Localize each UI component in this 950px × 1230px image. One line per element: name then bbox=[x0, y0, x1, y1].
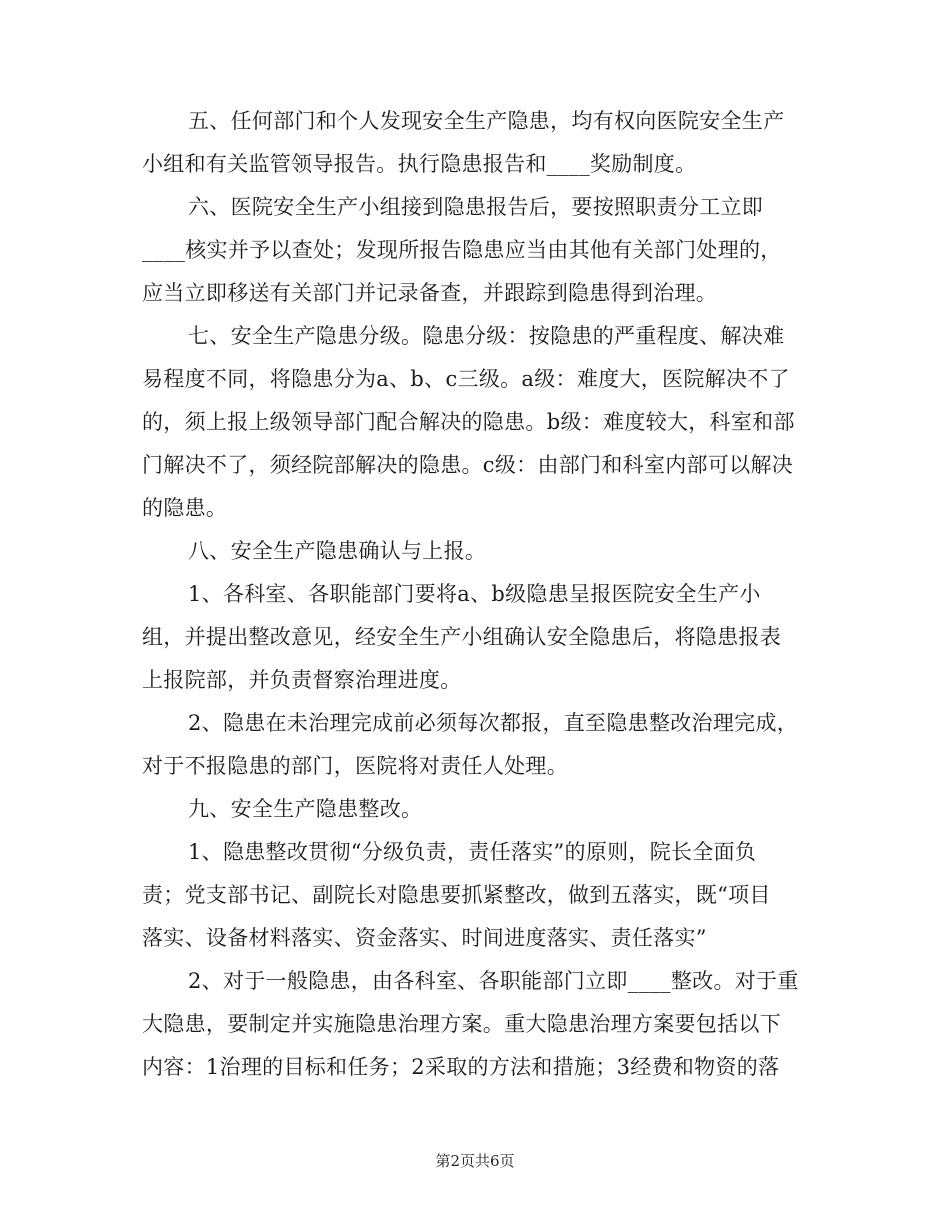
text-line: 责；党支部书记、副院长对隐患要抓紧整改，做到五落实，既“项目 bbox=[142, 883, 771, 907]
text-line: 1、隐患整改贯彻“分级负责，责任落实”的原则，院长全面负 bbox=[188, 840, 757, 864]
text-line: 的隐患。 bbox=[142, 496, 228, 520]
text-line: 五、任何部门和个人发现安全生产隐患，均有权向医院安全生产 bbox=[188, 109, 785, 133]
text-line: 易程度不同，将隐患分为a、b、c三级。a级：难度大，医院解决不了 bbox=[142, 367, 790, 391]
text-line: 2、隐患在未治理完成前必须每次都报，直至隐患整改治理完成， bbox=[188, 711, 799, 735]
text-line: 小组和有关监管领导报告。执行隐患报告和____奖励制度。 bbox=[142, 152, 697, 176]
text-line: 2、对于一般隐患，由各科室、各职能部门立即____整改。对于重 bbox=[188, 969, 799, 993]
document-body bbox=[142, 100, 810, 1089]
text-line: 应当立即移送有关部门并记录备查，并跟踪到隐患得到治理。 bbox=[142, 281, 718, 305]
text-line: 落实、设备材料落实、资金落实、时间进度落实、责任落实” bbox=[142, 926, 707, 950]
text-line: ____核实并予以查处；发现所报告隐患应当由其他有关部门处理的， bbox=[142, 238, 782, 262]
text-line: 内容：1治理的目标和任务；2采取的方法和措施；3经费和物资的落 bbox=[142, 1055, 780, 1079]
text-line: 六、医院安全生产小组接到隐患报告后，要按照职责分工立即 bbox=[188, 195, 764, 219]
text-line: 对于不报隐患的部门，医院将对责任人处理。 bbox=[142, 754, 568, 778]
page-number: 第2页共6页 bbox=[435, 1152, 515, 1170]
text-line: 七、安全生产隐患分级。隐患分级：按隐患的严重程度、解决难 bbox=[188, 324, 785, 348]
text-line: 门解决不了，须经院部解决的隐患。c级：由部门和科室内部可以解决 bbox=[142, 453, 794, 477]
text-line: 1、各科室、各职能部门要将a、b级隐患呈报医院安全生产小 bbox=[188, 582, 761, 606]
text-line: 组，并提出整改意见，经安全生产小组确认安全隐患后，将隐患报表 bbox=[142, 625, 781, 649]
text-line: 九、安全生产隐患整改。 bbox=[188, 797, 423, 821]
text-line: 大隐患，要制定并实施隐患治理方案。重大隐患治理方案要包括以下 bbox=[142, 1012, 781, 1036]
text-line: 的，须上报上级领导部门配合解决的隐患。b级：难度较大，科室和部 bbox=[142, 410, 795, 434]
text-line: 八、安全生产隐患确认与上报。 bbox=[188, 539, 487, 563]
text-line: 上报院部，并负责督察治理进度。 bbox=[142, 668, 462, 692]
